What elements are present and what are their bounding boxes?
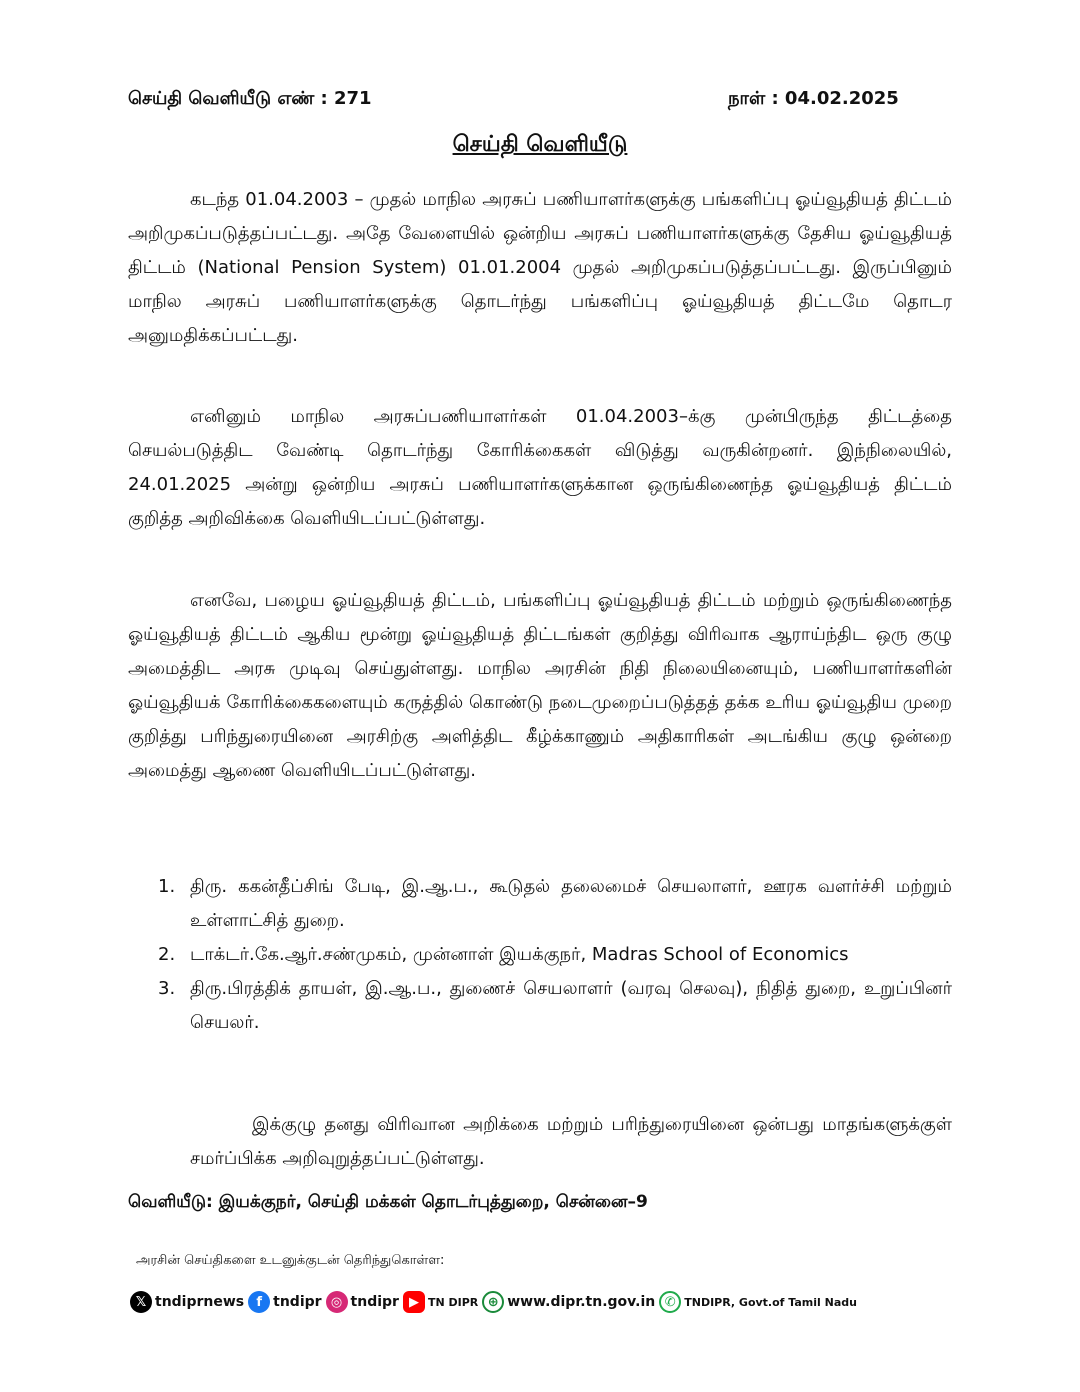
list-item-number: 1. <box>158 876 176 897</box>
list-item <box>158 870 952 938</box>
list-item-number: 3. <box>158 978 176 999</box>
follow-text: அரசின் செய்திகளை உடனுக்குடன் தெரிந்துகொள்ள: <box>136 1253 445 1268</box>
social-link-youtube[interactable] <box>403 1291 478 1313</box>
list-item-text: டாக்டர்.கே.ஆர்.சண்முகம், முன்னாள் இயக்குநர், Madras School of Economics <box>190 944 849 965</box>
web-icon: ⊕ <box>482 1291 504 1313</box>
page-title: செய்தி வெளியீடு <box>452 132 628 157</box>
social-link-website[interactable] <box>482 1291 655 1313</box>
paragraph-2: எனினும் மாநில அரசுப்பணியாளர்கள் 01.04.2003–க்கு முன்பிருந்த திட்டத்தை செயல்படுத்திட வேண்டி தொடர்ந்து கோரிக்கைகள் விடுத்து வருகின்றனர். இந்நிலையில், 24.01.2025 அன்று ஒன்றிய அரசுப் பணியாளர்களுக்கான ஒருங்கிணைந்த ஓய்வூதியத் திட்டம் குறித்த அறிவிக்கை வெளியிடப்பட்டுள்ளது. <box>128 406 952 529</box>
paragraph-1: கடந்த 01.04.2003 – முதல் மாநில அரசுப் பணியாளர்களுக்கு பங்களிப்பு ஓய்வூதியத் திட்டம் அறிமுகப்படுத்தப்பட்டது. அதே வேளையில் ஒன்றிய அரசுப் பணியாளர்களுக்கு தேசிய ஓய்வூதியத் திட்டம் (National Pension System) 01.01.2004 முதல் அறிமுகப்படுத்தப்பட்டது. இருப்பினும் மாநில அரசுப் பணியாளர்களுக்கு தொடர்ந்து பங்களிப்பு ஓய்வூதியத் திட்டமே தொடர அனுமதிக்கப்பட்டது. <box>128 189 952 346</box>
youtube-icon: ▶ <box>403 1291 425 1313</box>
social-label: TNDIPR, Govt.of Tamil Nadu <box>684 1295 857 1309</box>
social-link-whatsapp[interactable] <box>659 1291 857 1313</box>
list-item-text: திரு.பிரத்திக் தாயள், இ.ஆ.ப., துணைச் செயலாளர் (வரவு செலவு), நிதித் துறை, உறுப்பினர் செயலர். <box>190 978 952 1033</box>
social-links-bar <box>130 1288 930 1316</box>
instagram-icon: ◎ <box>326 1291 348 1313</box>
social-label: tndipr <box>273 1294 322 1310</box>
social-link-facebook[interactable] <box>248 1291 321 1313</box>
list-item <box>158 972 952 1040</box>
whatsapp-icon: ✆ <box>659 1291 681 1313</box>
committee-members-list <box>158 870 952 1040</box>
social-label: tndiprnews <box>155 1294 245 1310</box>
facebook-icon: f <box>248 1291 270 1313</box>
list-item-number: 2. <box>158 944 176 965</box>
social-link-instagram[interactable] <box>326 1291 399 1313</box>
list-item-text: திரு. ககன்தீப்சிங் பேடி, இ.ஆ.ப., கூடுதல் தலைமைச் செயலாளர், ஊரக வளர்ச்சி மற்றும் உள்ளாட்சித் துறை. <box>190 876 952 931</box>
paragraph-3: எனவே, பழைய ஓய்வூதியத் திட்டம், பங்களிப்பு ஓய்வூதியத் திட்டம் மற்றும் ஒருங்கிணைந்த ஓய்வூதியத் திட்டம் ஆகிய மூன்று ஓய்வூதியத் திட்டங்கள் குறித்து விரிவாக ஆராய்ந்திட ஒரு குழு அமைத்திட அரசு முடிவு செய்துள்ளது. மாநில அரசின் நிதி நிலையினையும், பணியாளர்களின் ஓய்வூதியக் கோரிக்கைகளையும் கருத்தில் கொண்டு நடைமுறைப்படுத்தத் தக்க உரிய ஓய்வூதிய முறை குறித்து பரிந்துரையினை அரசிற்கு அளித்திட கீழ்க்காணும் அதிகாரிகள் அடங்கிய குழு ஒன்றை அமைத்து ஆணை வெளியிடப்பட்டுள்ளது. <box>128 590 952 781</box>
social-label: tndipr <box>350 1294 399 1310</box>
release-date: நாள் : 04.02.2025 <box>728 88 899 109</box>
closing-paragraph: இக்குழு தனது விரிவான அறிக்கை மற்றும் பரிந்துரையினை ஒன்பது மாதங்களுக்குள் சமர்ப்பிக்க அறிவுறுத்தப்பட்டுள்ளது. <box>190 1114 952 1169</box>
social-link-x[interactable] <box>130 1291 244 1313</box>
social-label: www.dipr.tn.gov.in <box>507 1294 656 1310</box>
release-number: செய்தி வெளியீடு எண் : 271 <box>128 88 372 109</box>
x-icon: 𝕏 <box>130 1291 152 1313</box>
social-label: TN DIPR <box>427 1295 479 1309</box>
release-line: வெளியீடு: இயக்குநர், செய்தி மக்கள் தொடர்புத்துறை, சென்னை–9 <box>128 1192 648 1212</box>
list-item <box>158 938 952 972</box>
